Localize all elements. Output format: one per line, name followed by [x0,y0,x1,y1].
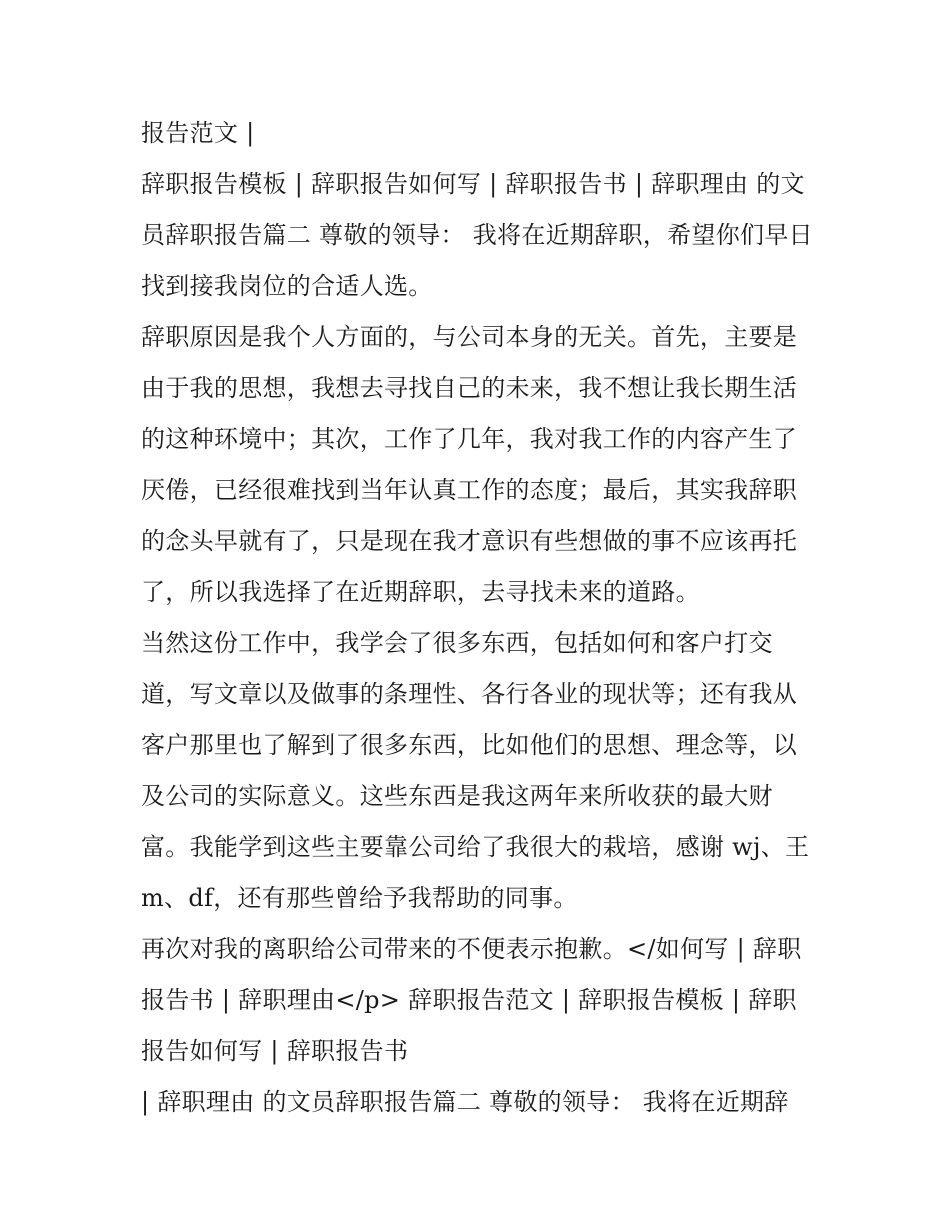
paragraph-3: 辞职原因是我个人方面的，与公司本身的无关。首先，主要是由于我的思想，我想去寻找自己的未来，我不想让我长期生活的这种环境中；其次，工作了几年，我对我工作的内容产生了厌倦，已经很难找到当年认真工作的态度；最后，其实我辞职的念头早就有了，只是现在我才意识有些想做的事不应该再托了，所以我选择了在近期辞职，去寻找未来的道路。 [141,323,798,606]
paragraph-2: 辞职报告模板 | 辞职报告如何写 | 辞职报告书 | 辞职理由 的文员辞职报告篇二 尊敬的领导： 我将在近期辞职，希望你们早日找到接我岗位的合适人选。 [141,170,813,300]
document-body [141,108,821,1128]
paragraph-1: 报告范文 | [141,119,255,147]
paragraph-4: 当然这份工作中，我学会了很多东西，包括如何和客户打交道，写文章以及做事的条理性、各行各业的现状等；还有我从客户那里也了解到了很多东西，比如他们的思想、理念等，以及公司的实际意义。这些东西是我这两年来所收获的最大财富。我能学到这些主要靠公司给了我很大的栽培，感谢 wj、王 m、df，还有那些曾给予我帮助的同事。 [141,629,810,912]
paragraph-5: 再次对我的离职给公司带来的不便表示抱歉。</如何写 | 辞职报告书 | 辞职理由</p> 辞职报告范文 | 辞职报告模板 | 辞职报告如何写 | 辞职报告书 [141,935,802,1065]
paragraph-6: | 辞职理由 的文员辞职报告篇二 尊敬的领导： 我将在近期辞 [141,1088,789,1116]
